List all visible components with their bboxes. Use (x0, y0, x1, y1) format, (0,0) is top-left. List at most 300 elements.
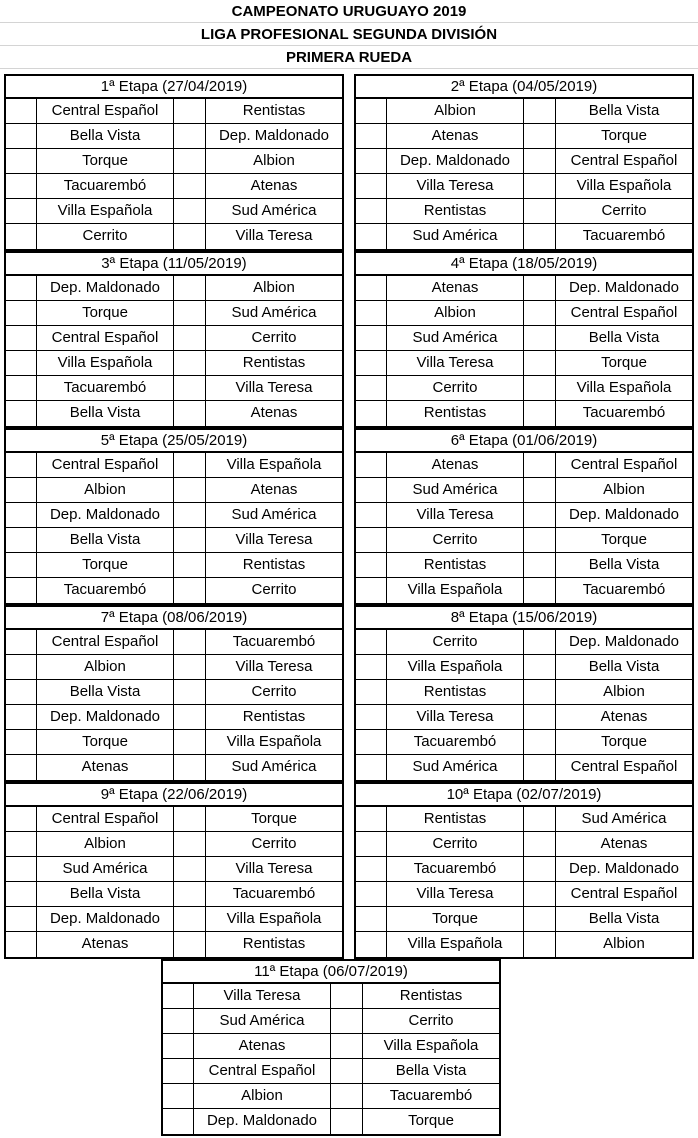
away-team: Bella Vista (555, 655, 692, 679)
away-score-cell (173, 528, 205, 552)
away-team: Albion (555, 932, 692, 957)
away-team: Torque (205, 807, 342, 831)
away-team: Villa Española (362, 1034, 499, 1058)
home-score-cell (356, 124, 386, 148)
away-team: Central Español (555, 755, 692, 780)
away-score-cell (330, 1084, 362, 1108)
home-score-cell (6, 882, 36, 906)
away-team: Central Español (555, 149, 692, 173)
home-score-cell (356, 376, 386, 400)
home-score-cell (6, 630, 36, 654)
match-row (6, 932, 342, 957)
away-team: Cerrito (205, 832, 342, 856)
match-row (356, 174, 692, 199)
home-team: Sud América (193, 1009, 330, 1033)
away-score-cell (173, 730, 205, 754)
away-team: Sud América (205, 755, 342, 780)
match-row (6, 174, 342, 199)
away-team: Villa Teresa (205, 655, 342, 679)
home-team: Atenas (386, 276, 523, 300)
home-score-cell (6, 174, 36, 198)
home-team: Bella Vista (36, 528, 173, 552)
etapa-5 (4, 428, 344, 605)
away-score-cell (173, 655, 205, 679)
match-row (6, 655, 342, 680)
home-score-cell (356, 326, 386, 350)
match-row (163, 1109, 499, 1134)
home-team: Torque (36, 730, 173, 754)
away-score-cell (523, 907, 555, 931)
away-team: Albion (555, 478, 692, 502)
match-row (6, 301, 342, 326)
match-row (6, 907, 342, 932)
home-score-cell (356, 882, 386, 906)
away-team: Tacuarembó (555, 578, 692, 603)
home-team: Torque (36, 553, 173, 577)
away-score-cell (173, 301, 205, 325)
home-team: Torque (36, 301, 173, 325)
home-team: Villa Española (386, 655, 523, 679)
away-score-cell (523, 351, 555, 375)
etapa-title: 5ª Etapa (25/05/2019) (6, 430, 342, 453)
away-team: Rentistas (205, 99, 342, 123)
home-team: Rentistas (386, 680, 523, 704)
away-score-cell (523, 174, 555, 198)
away-score-cell (173, 907, 205, 931)
home-score-cell (356, 503, 386, 527)
home-team: Cerrito (386, 832, 523, 856)
away-team: Atenas (205, 174, 342, 198)
home-score-cell (6, 276, 36, 300)
home-score-cell (6, 376, 36, 400)
home-score-cell (6, 932, 36, 957)
match-row (356, 224, 692, 249)
away-team: Sud América (205, 199, 342, 223)
match-row (6, 705, 342, 730)
away-score-cell (330, 1009, 362, 1033)
away-score-cell (523, 655, 555, 679)
etapa-6 (354, 428, 694, 605)
home-score-cell (356, 224, 386, 249)
away-team: Bella Vista (362, 1059, 499, 1083)
home-team: Bella Vista (36, 882, 173, 906)
match-row (6, 401, 342, 426)
away-team: Dep. Maldonado (555, 276, 692, 300)
away-team: Central Español (555, 882, 692, 906)
away-score-cell (523, 553, 555, 577)
away-team: Tacuarembó (205, 630, 342, 654)
home-score-cell (6, 401, 36, 426)
match-row (6, 149, 342, 174)
home-team: Sud América (386, 478, 523, 502)
away-score-cell (523, 276, 555, 300)
home-team: Tacuarembó (386, 730, 523, 754)
away-score-cell (173, 705, 205, 729)
match-row (6, 755, 342, 780)
match-row (6, 376, 342, 401)
match-row (6, 832, 342, 857)
home-team: Central Español (36, 99, 173, 123)
away-score-cell (523, 832, 555, 856)
match-row (356, 326, 692, 351)
match-row (6, 630, 342, 655)
away-score-cell (523, 705, 555, 729)
home-team: Cerrito (386, 630, 523, 654)
away-score-cell (173, 453, 205, 477)
home-team: Rentistas (386, 199, 523, 223)
home-team: Villa Teresa (386, 705, 523, 729)
away-team: Villa Española (555, 376, 692, 400)
home-team: Sud América (36, 857, 173, 881)
etapa-title: 2ª Etapa (04/05/2019) (356, 76, 692, 99)
home-score-cell (356, 276, 386, 300)
match-row (356, 730, 692, 755)
match-row (6, 478, 342, 503)
away-team: Villa Teresa (205, 376, 342, 400)
home-score-cell (6, 149, 36, 173)
home-score-cell (6, 755, 36, 780)
away-score-cell (523, 578, 555, 603)
away-team: Dep. Maldonado (205, 124, 342, 148)
match-row (6, 199, 342, 224)
away-score-cell (173, 857, 205, 881)
away-team: Albion (555, 680, 692, 704)
away-team: Albion (205, 149, 342, 173)
match-row (356, 503, 692, 528)
away-score-cell (173, 478, 205, 502)
home-score-cell (6, 199, 36, 223)
home-team: Dep. Maldonado (36, 276, 173, 300)
away-score-cell (330, 1059, 362, 1083)
match-row (6, 553, 342, 578)
away-team: Sud América (205, 301, 342, 325)
away-score-cell (523, 503, 555, 527)
home-score-cell (6, 680, 36, 704)
home-score-cell (6, 301, 36, 325)
home-score-cell (6, 655, 36, 679)
away-team: Villa Española (555, 174, 692, 198)
home-team: Central Español (36, 326, 173, 350)
home-team: Bella Vista (36, 401, 173, 426)
etapa-title: 7ª Etapa (08/06/2019) (6, 607, 342, 630)
home-score-cell (6, 705, 36, 729)
match-row (356, 351, 692, 376)
away-score-cell (173, 578, 205, 603)
match-row (356, 705, 692, 730)
home-score-cell (6, 907, 36, 931)
home-score-cell (356, 199, 386, 223)
home-team: Cerrito (36, 224, 173, 249)
home-score-cell (6, 578, 36, 603)
home-score-cell (356, 932, 386, 957)
home-team: Albion (386, 99, 523, 123)
away-score-cell (523, 99, 555, 123)
home-score-cell (356, 578, 386, 603)
home-team: Albion (386, 301, 523, 325)
away-score-cell (330, 1034, 362, 1058)
match-row (6, 680, 342, 705)
match-row (356, 199, 692, 224)
home-score-cell (356, 807, 386, 831)
match-row (356, 578, 692, 603)
away-team: Cerrito (555, 199, 692, 223)
home-team: Atenas (36, 755, 173, 780)
home-score-cell (356, 453, 386, 477)
away-team: Torque (555, 528, 692, 552)
match-row (356, 655, 692, 680)
home-team: Rentistas (386, 807, 523, 831)
match-row (356, 376, 692, 401)
home-score-cell (356, 730, 386, 754)
home-team: Cerrito (386, 528, 523, 552)
away-team: Rentistas (205, 553, 342, 577)
away-score-cell (173, 630, 205, 654)
title-line-2: LIGA PROFESIONAL SEGUNDA DIVISIÓN (0, 23, 698, 46)
etapa-1 (4, 74, 344, 251)
match-row (6, 124, 342, 149)
home-team: Dep. Maldonado (36, 907, 173, 931)
home-score-cell (6, 224, 36, 249)
home-score-cell (163, 1084, 193, 1108)
home-team: Tacuarembó (386, 857, 523, 881)
away-score-cell (523, 301, 555, 325)
etapa-4 (354, 251, 694, 428)
away-score-cell (173, 680, 205, 704)
home-team: Atenas (36, 932, 173, 957)
away-score-cell (330, 984, 362, 1008)
home-team: Tacuarembó (36, 376, 173, 400)
home-team: Villa Española (386, 932, 523, 957)
away-score-cell (523, 755, 555, 780)
away-score-cell (173, 401, 205, 426)
away-team: Bella Vista (555, 553, 692, 577)
match-row (6, 503, 342, 528)
match-row (356, 907, 692, 932)
match-row (356, 630, 692, 655)
away-score-cell (523, 199, 555, 223)
away-team: Villa Española (205, 730, 342, 754)
home-score-cell (356, 301, 386, 325)
match-row (356, 149, 692, 174)
away-score-cell (173, 149, 205, 173)
home-score-cell (356, 755, 386, 780)
home-team: Villa Española (386, 578, 523, 603)
home-score-cell (6, 453, 36, 477)
home-score-cell (356, 528, 386, 552)
etapa-7 (4, 605, 344, 782)
away-score-cell (173, 174, 205, 198)
away-score-cell (173, 376, 205, 400)
away-score-cell (523, 807, 555, 831)
home-team: Central Español (36, 807, 173, 831)
home-score-cell (356, 907, 386, 931)
home-score-cell (356, 174, 386, 198)
match-row (163, 1084, 499, 1109)
away-score-cell (173, 807, 205, 831)
away-score-cell (173, 882, 205, 906)
away-team: Tacuarembó (362, 1084, 499, 1108)
away-team: Villa Teresa (205, 857, 342, 881)
home-team: Bella Vista (36, 124, 173, 148)
match-row (6, 807, 342, 832)
away-score-cell (173, 553, 205, 577)
match-row (163, 1034, 499, 1059)
home-team: Villa Teresa (386, 882, 523, 906)
match-row (6, 326, 342, 351)
home-team: Villa Teresa (386, 351, 523, 375)
away-team: Torque (555, 351, 692, 375)
etapa-9 (4, 782, 344, 959)
home-team: Torque (36, 149, 173, 173)
away-score-cell (523, 630, 555, 654)
home-score-cell (6, 326, 36, 350)
match-row (356, 680, 692, 705)
home-score-cell (163, 1034, 193, 1058)
home-score-cell (356, 680, 386, 704)
away-team: Tacuarembó (555, 401, 692, 426)
away-team: Atenas (205, 401, 342, 426)
away-score-cell (523, 326, 555, 350)
home-team: Dep. Maldonado (193, 1109, 330, 1134)
home-score-cell (356, 857, 386, 881)
away-team: Cerrito (205, 680, 342, 704)
away-team: Atenas (555, 832, 692, 856)
match-row (356, 453, 692, 478)
etapa-title: 11ª Etapa (06/07/2019) (163, 961, 499, 984)
etapa-3 (4, 251, 344, 428)
home-team: Sud América (386, 755, 523, 780)
away-team: Bella Vista (555, 99, 692, 123)
away-team: Villa Teresa (205, 528, 342, 552)
match-row (356, 882, 692, 907)
home-team: Tacuarembó (36, 174, 173, 198)
home-score-cell (6, 528, 36, 552)
home-score-cell (356, 553, 386, 577)
away-score-cell (173, 755, 205, 780)
home-team: Dep. Maldonado (36, 705, 173, 729)
away-score-cell (173, 276, 205, 300)
home-team: Dep. Maldonado (386, 149, 523, 173)
away-team: Cerrito (205, 578, 342, 603)
away-score-cell (523, 149, 555, 173)
away-team: Bella Vista (555, 326, 692, 350)
home-score-cell (356, 832, 386, 856)
away-team: Rentistas (205, 705, 342, 729)
match-row (6, 453, 342, 478)
away-team: Cerrito (205, 326, 342, 350)
match-row (6, 224, 342, 249)
home-team: Central Español (36, 630, 173, 654)
title-line-1: CAMPEONATO URUGUAYO 2019 (0, 0, 698, 23)
away-team: Tacuarembó (205, 882, 342, 906)
home-team: Albion (36, 655, 173, 679)
away-score-cell (173, 932, 205, 957)
away-team: Villa Española (205, 453, 342, 477)
home-score-cell (163, 984, 193, 1008)
match-row (163, 984, 499, 1009)
match-row (356, 755, 692, 780)
away-team: Rentistas (205, 932, 342, 957)
away-score-cell (173, 99, 205, 123)
etapa-title: 1ª Etapa (27/04/2019) (6, 76, 342, 99)
away-score-cell (173, 326, 205, 350)
away-team: Torque (555, 730, 692, 754)
home-score-cell (163, 1009, 193, 1033)
match-row (6, 857, 342, 882)
etapa-title: 8ª Etapa (15/06/2019) (356, 607, 692, 630)
away-team: Cerrito (362, 1009, 499, 1033)
home-score-cell (6, 351, 36, 375)
match-row (356, 478, 692, 503)
match-row (356, 124, 692, 149)
away-score-cell (173, 503, 205, 527)
away-team: Torque (362, 1109, 499, 1134)
etapa-11 (161, 959, 501, 1136)
away-team: Dep. Maldonado (555, 630, 692, 654)
home-score-cell (356, 478, 386, 502)
home-team: Villa Teresa (386, 503, 523, 527)
away-score-cell (523, 478, 555, 502)
etapa-title: 9ª Etapa (22/06/2019) (6, 784, 342, 807)
home-score-cell (163, 1059, 193, 1083)
match-row (163, 1059, 499, 1084)
home-score-cell (6, 730, 36, 754)
away-team: Tacuarembó (555, 224, 692, 249)
home-team: Atenas (193, 1034, 330, 1058)
home-team: Villa Española (36, 351, 173, 375)
away-team: Bella Vista (555, 907, 692, 931)
home-team: Villa Española (36, 199, 173, 223)
home-score-cell (356, 149, 386, 173)
etapa-title: 10ª Etapa (02/07/2019) (356, 784, 692, 807)
away-team: Sud América (205, 503, 342, 527)
match-row (6, 276, 342, 301)
away-score-cell (523, 453, 555, 477)
etapa-8 (354, 605, 694, 782)
match-row (356, 301, 692, 326)
home-score-cell (6, 124, 36, 148)
home-team: Albion (36, 832, 173, 856)
away-team: Torque (555, 124, 692, 148)
away-team: Central Español (555, 453, 692, 477)
home-team: Tacuarembó (36, 578, 173, 603)
match-row (356, 857, 692, 882)
match-row (6, 99, 342, 124)
home-team: Atenas (386, 124, 523, 148)
home-score-cell (6, 478, 36, 502)
away-score-cell (173, 199, 205, 223)
etapa-title: 3ª Etapa (11/05/2019) (6, 253, 342, 276)
away-score-cell (330, 1109, 362, 1134)
away-team: Rentistas (205, 351, 342, 375)
match-row (6, 351, 342, 376)
away-team: Central Español (555, 301, 692, 325)
home-team: Sud América (386, 326, 523, 350)
away-score-cell (523, 376, 555, 400)
away-score-cell (173, 124, 205, 148)
home-team: Dep. Maldonado (36, 503, 173, 527)
away-team: Sud América (555, 807, 692, 831)
etapa-2 (354, 74, 694, 251)
home-team: Villa Teresa (193, 984, 330, 1008)
away-score-cell (523, 124, 555, 148)
etapa-10 (354, 782, 694, 959)
away-score-cell (523, 857, 555, 881)
match-row (6, 730, 342, 755)
away-team: Atenas (205, 478, 342, 502)
away-team: Dep. Maldonado (555, 503, 692, 527)
match-row (356, 553, 692, 578)
